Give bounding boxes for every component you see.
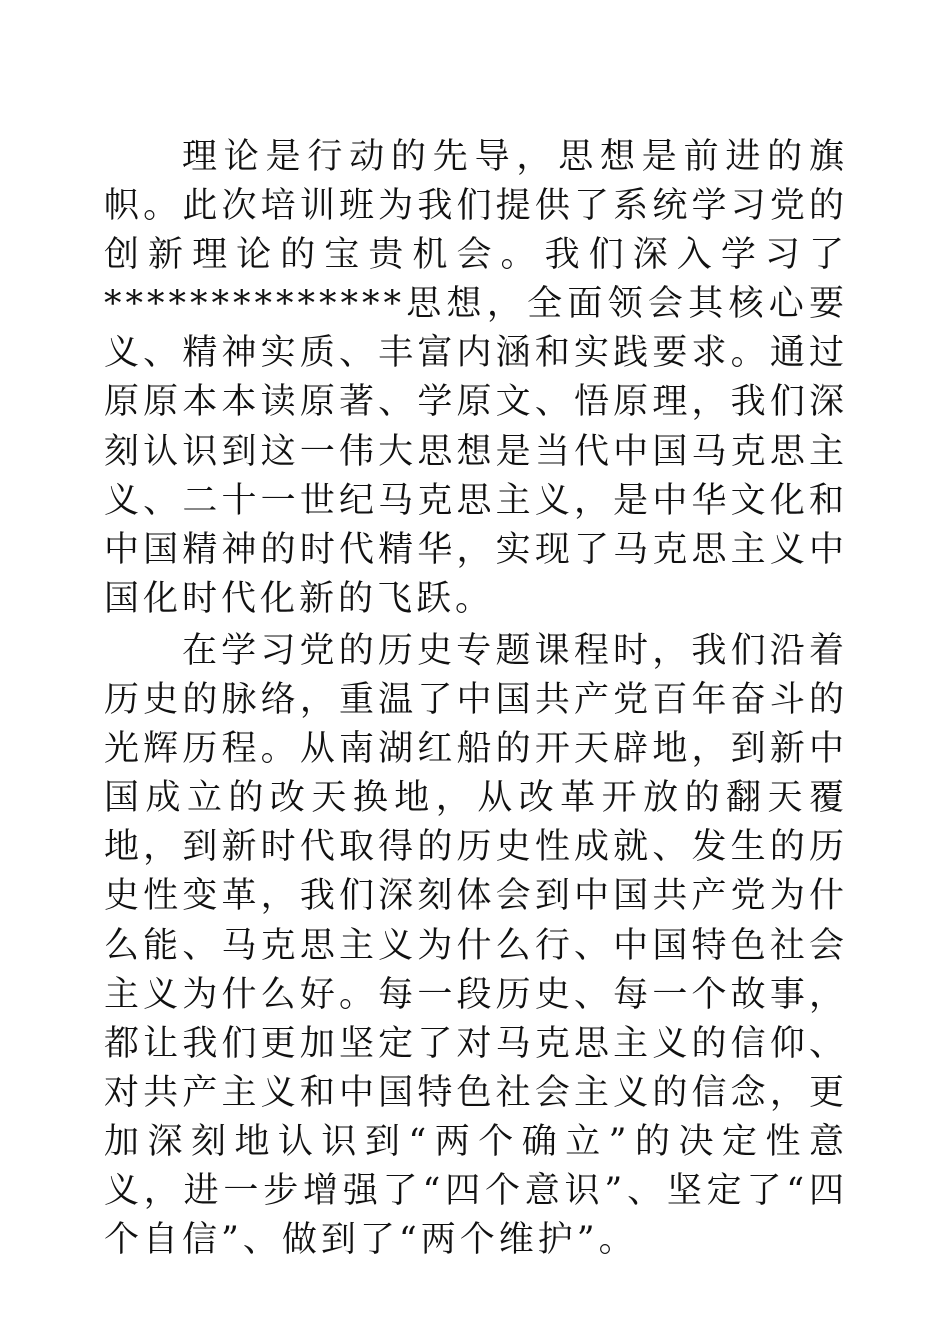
paragraph-party-history: 在学习党的历史专题课程时，我们沿着历史的脉络，重温了中国共产党百年奋斗的光辉历程。从南湖红船的开天辟地，到新中国成立的改天换地，从改革开放的翻天覆地，到新时代取得的历史性成就、发生的历史性变革，我们深刻体会到中国共产党为什么能、马克思主义为什么行、中国特色社会主义为什么好。每一段历史、每一个故事，都让我们更加坚定了对马克思主义的信仰、对共产主义和中国特色社会主义的信念，更加深刻地认识到“两个确立”的决定性意义，进一步增强了“四个意识”、坚定了“四个自信”、做到了“两个维护”。 [104,631,848,1261]
paragraph-theory-study: 理论是行动的先导，思想是前进的旗帜。此次培训班为我们提供了系统学习党的创新理论的宝贵机会。我们深入学习了**************思想，全面领会其核心要义、精神实质、丰富内涵和实践要求。通过原原本本读原著、学原文、悟原理，我们深刻认识到这一伟大思想是当代中国马克思主义、二十一世纪马克思主义，是中华文化和中国精神的时代精华，实现了马克思主义中国化时代化新的飞跃。 [104,137,848,619]
